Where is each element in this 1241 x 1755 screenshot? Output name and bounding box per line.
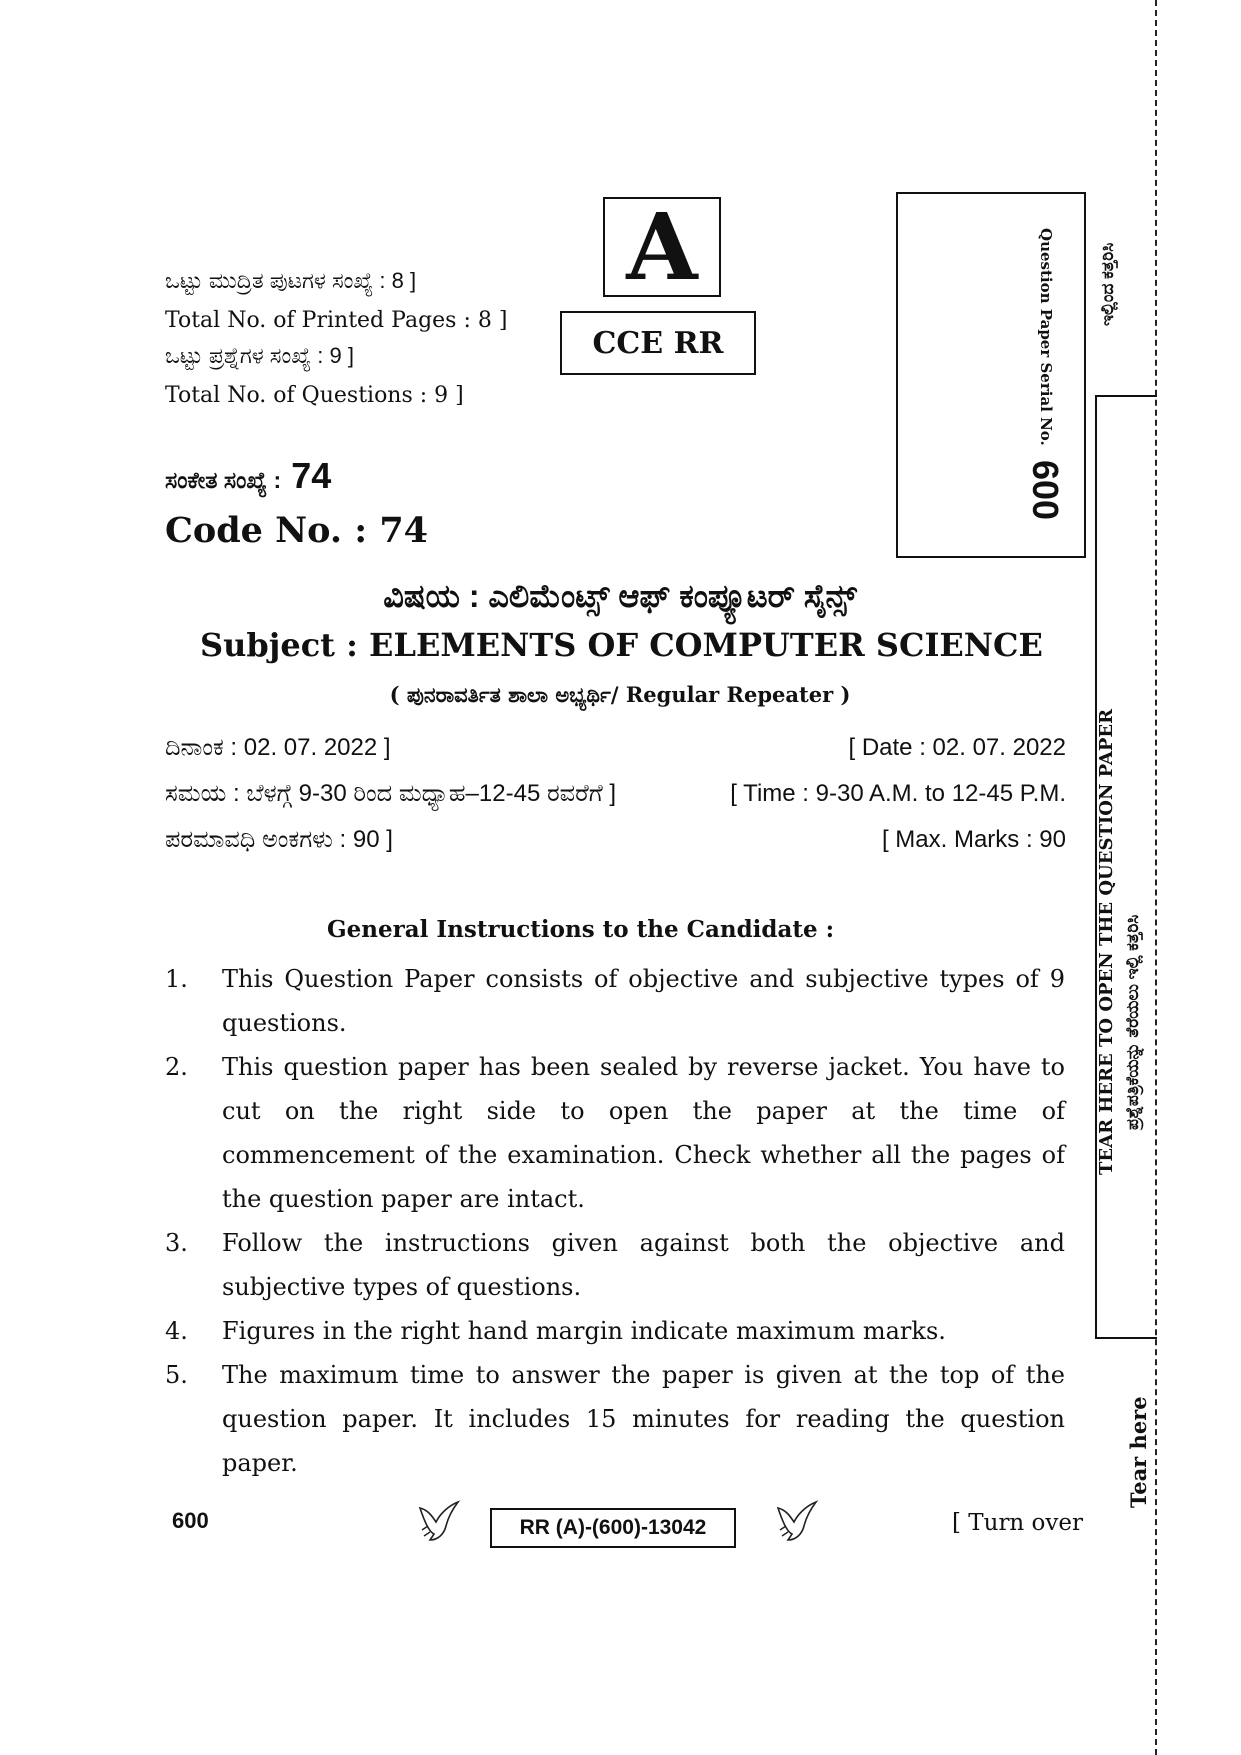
printed-pages-kn: ಒಟ್ಟು ಮುದ್ರಿತ ಪುಟಗಳ ಸಂಖ್ಯೆ : 8 ]: [165, 268, 417, 293]
bird-icon: [414, 1496, 464, 1546]
serial-number-value: 600: [1025, 460, 1066, 521]
subject-kn: ವಿಷಯ : ಎಲಿಮೆಂಟ್ಸ್ ಆಫ್ ಕಂಪ್ಯೂಟರ್ ಸೈನ್ಸ್: [383, 578, 857, 614]
serial-number-label-text: Question Paper Serial No.: [1037, 228, 1055, 446]
instruction-text: The maximum time to answer the paper is given at the top of the question paper. It includes 15 minutes for reading the question paper.: [222, 1361, 1065, 1477]
instruction-item: [165, 957, 1065, 1045]
instruction-number: 5.: [165, 1361, 188, 1389]
paper-reference-code: RR (A)-(600)-13042: [490, 1508, 736, 1548]
instruction-item: [165, 1045, 1065, 1221]
instruction-number: 1.: [165, 965, 188, 993]
instruction-number: 2.: [165, 1053, 188, 1081]
instruction-text: This Question Paper consists of objective and subjective types of 9 questions.: [222, 965, 1065, 1037]
instructions-list: [165, 957, 1065, 1485]
date-en: [ Date : 02. 07. 2022: [848, 734, 1066, 761]
instruction-text: This question paper has been sealed by reverse jacket. You have to cut on the right side to open the paper at the time of commencement of the examination. Check whether all the pages of the question paper are intact.: [222, 1053, 1065, 1213]
instruction-item: [165, 1353, 1065, 1485]
tear-here-label-kn: ಪ್ರಶ್ನೆಪತ್ರಿಕೆಯನ್ನು ತೆರೆಯಲು ಇಲ್ಲಿ ಕತ್ತರಿಸಿ: [1123, 914, 1142, 1130]
instruction-number: 4.: [165, 1317, 188, 1345]
code-number-kn-label: ಸಂಕೇತ ಸಂಖ್ಯೆ :: [165, 467, 282, 493]
subject-title: Subject : ELEMENTS OF COMPUTER SCIENCE: [200, 626, 1043, 664]
turn-over: [ Turn over: [952, 1510, 1084, 1536]
code-number-kn-value: 74: [291, 455, 332, 496]
tear-here-top-kn: ಇಲ್ಲಿಂದ ಕತ್ತರಿಸಿ: [1098, 242, 1117, 326]
code-number: Code No. : 74: [165, 510, 429, 551]
serial-number: [1020, 460, 1070, 520]
max-marks-kn: ಪರಮಾವಧಿ ಅಂಕಗಳು : 90 ]: [165, 826, 393, 853]
bird-icon: [772, 1496, 822, 1546]
footer-code: 600: [172, 1508, 209, 1533]
serial-number-label: [1033, 228, 1055, 458]
time-en: [ Time : 9-30 A.M. to 12-45 P.M.: [730, 780, 1066, 807]
series-box: CCE RR: [560, 311, 756, 375]
max-marks-en: [ Max. Marks : 90: [881, 826, 1066, 853]
date-kn: ದಿನಾಂಕ : 02. 07. 2022 ]: [165, 734, 391, 761]
instructions-title: General Instructions to the Candidate :: [327, 916, 835, 943]
candidate-type: ( ಪುನರಾವರ್ತಿತ ಶಾಲಾ ಅಭ್ಯರ್ಥಿ/ Regular Repeater ): [389, 682, 851, 707]
tear-here-label: TEAR HERE TO OPEN THE QUESTION PAPER: [1096, 708, 1117, 1175]
instruction-item: [165, 1309, 1065, 1353]
time-kn: ಸಮಯ : ಬೆಳಗ್ಗೆ 9-30 ರಿಂದ ಮಧ್ಯಾಹ–12-45 ರವರೆಗೆ ]: [165, 780, 617, 807]
instruction-number: 3.: [165, 1229, 188, 1257]
total-questions: Total No. of Questions : 9 ]: [165, 383, 464, 408]
instruction-text: Figures in the right hand margin indicate maximum marks.: [222, 1317, 946, 1345]
paper-version-box: A: [603, 197, 721, 297]
code-number-kn: [165, 455, 331, 497]
instruction-item: [165, 1221, 1065, 1309]
printed-pages: Total No. of Printed Pages : 8 ]: [165, 308, 508, 333]
total-questions-kn: ಒಟ್ಟು ಪ್ರಶ್ನೆಗಳ ಸಂಖ್ಯೆ : 9 ]: [165, 343, 354, 368]
instruction-text: Follow the instructions given against both the objective and subjective types of questions.: [222, 1229, 1065, 1301]
tear-here-small: Tear here: [1126, 1396, 1151, 1508]
